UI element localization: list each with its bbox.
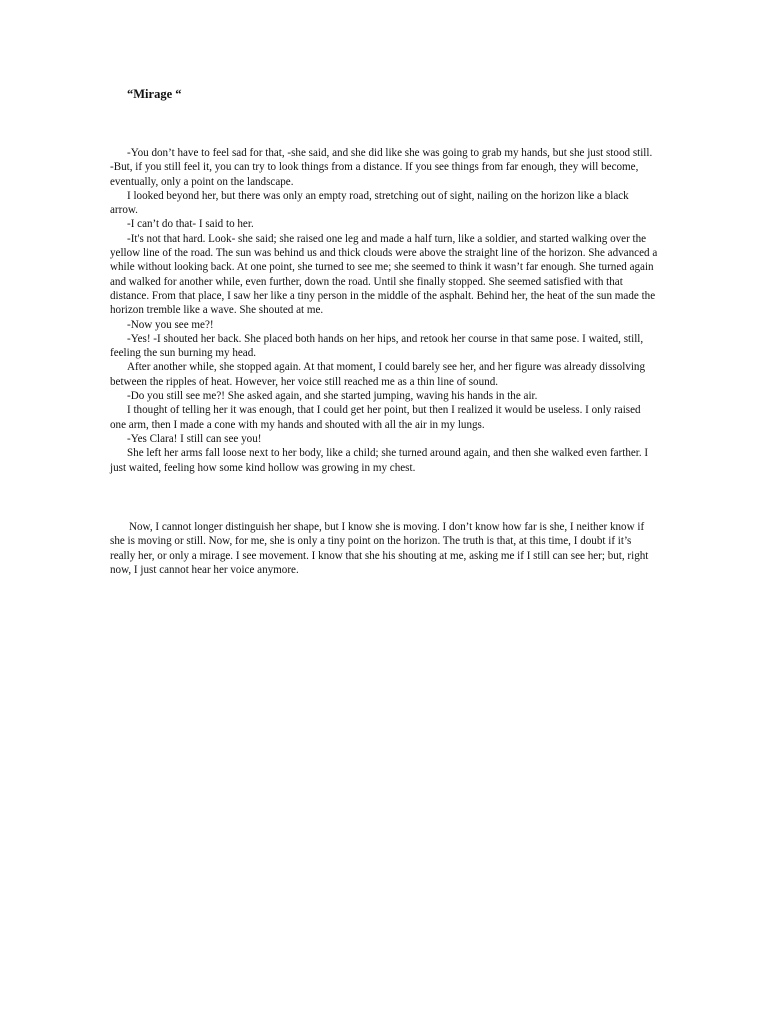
story-paragraph-4: -It's not that hard. Look- she said; she raised one leg and made a half turn, like a soldier, and started walking over the yellow line of the road. The sun was behind us and thick clouds were above the straight line of the horizon. She advanced a while without looking back. At one point, she turned to see me; she seemed to think it wasn’t far enough. She turned again and walked for another while, even further, down the road. Until she finally stopped. She seemed satisfied with that distance. From that place, I saw her like a tiny person in the middle of the asphalt. Behind her, the heat of the sun made the horizon tremble like a wave. She shouted at me.	[110, 232, 658, 317]
story-paragraph-1: -You don’t have to feel sad for that, -she said, and she did like she was going to grab my hands, but she just stood still. -But, if you still feel it, you can try to look things from a distance. If you see things from far enough, they will become, eventually, only a point on the landscape.	[110, 147, 653, 188]
story-paragraph-3: -I can’t do that- I said to her.	[127, 218, 254, 231]
closing-body	[110, 520, 658, 577]
story-paragraph-6: -Yes! -I shouted her back. She placed both hands on her hips, and retook her course in that same pose. I waited, still, feeling the sun burning my head.	[110, 332, 644, 360]
story-paragraph-9: I thought of telling her it was enough, that I could get her point, but then I realized it would be useless. I only raised one arm, then I made a cone with my hands and shouted with all the air in my lungs.	[110, 404, 641, 431]
story-paragraph-5: -Now you see me?!	[127, 318, 214, 331]
story-paragraph-2: I looked beyond her, but there was only an empty road, stretching out of sight, nailing on the horizon like a black arrow.	[110, 189, 629, 217]
story-paragraph-7: After another while, she stopped again. At that moment, I could barely see her, and her figure was already dissolving between the ripples of heat. However, her voice still reached me as a thin line of sound.	[110, 361, 646, 388]
story-paragraph-8: -Do you still see me?! She asked again, and she started jumping, waving his hands in the air.	[127, 390, 538, 403]
document-title: “Mirage “	[127, 87, 182, 101]
story-paragraph-10: -Yes Clara! I still can see you!	[127, 432, 262, 445]
story-body	[110, 146, 658, 475]
story-paragraph-11: She left her arms fall loose next to her body, like a child; she turned around again, and then she walked even farther. I just waited, feeling how some kind hollow was growing in my chest.	[110, 447, 649, 474]
closing-paragraph: Now, I cannot longer distinguish her shape, but I know she is moving. I don’t know how far is she, I neither know if she is moving or still. Now, for me, she is only a tiny point on the horizon. The truth is that, at this time, I doubt if it’s really her, or only a mirage. I see movement. I know that she his shouting at me, asking me if I still can see her; but, right now, I just cannot hear her voice anymore.	[110, 521, 649, 576]
